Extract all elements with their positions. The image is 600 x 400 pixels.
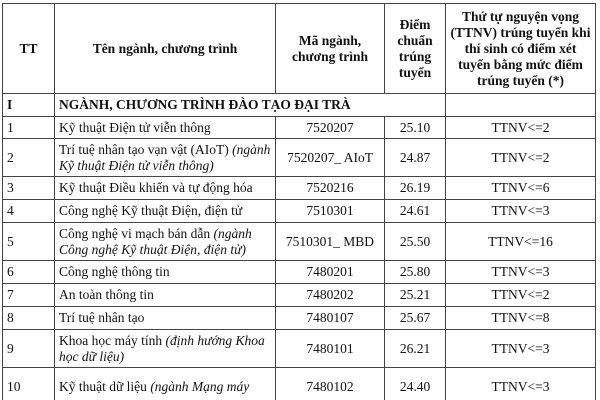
program-name: Trí tuệ nhân tạo vạn vật (AIoT) [59,141,229,157]
cutoff-score: 25.50 [385,223,446,261]
program-name: Công nghệ vi mạch bán dẫn [59,225,211,241]
header-score: Điểm chuẩn trúng tuyển [385,4,446,94]
program-code: 7480102 [276,368,385,400]
program-note: (định hướng Khoa học dữ liệu) [59,332,265,364]
program-name-cell [55,200,276,223]
header-name: Tên ngành, chương trình [55,4,276,94]
table-row [3,177,596,200]
row-number: 10 [3,368,55,400]
section-empty-cell [446,94,596,117]
cutoff-score: 25.80 [385,261,446,284]
ttnv-value: TTNV<=16 [446,223,596,261]
cutoff-score: 25.67 [385,307,446,330]
table-row [3,368,596,400]
row-number: 7 [3,284,55,307]
row-number: 8 [3,307,55,330]
program-name-cell [55,117,276,139]
program-code: 7480107 [276,307,385,330]
table-row [3,307,596,330]
row-number: 5 [3,223,55,261]
admission-score-table [2,3,596,400]
table-row [3,139,596,177]
program-name-cell [55,368,276,400]
table-row [3,223,596,261]
program-name-cell [55,261,276,284]
header-tt: TT [3,4,55,94]
program-code: 7480202 [276,284,385,307]
cutoff-score: 25.21 [385,284,446,307]
program-name-cell [55,284,276,307]
program-name: Trí tuệ nhân tạo [59,310,145,325]
section-row [3,94,596,117]
program-code: 7520216 [276,177,385,200]
table-header-row [3,4,596,94]
program-note: (ngành Kỹ thuật Điện tử viễn thông) [59,141,271,173]
table-row [3,200,596,223]
program-code: 7520207_ AIoT [276,139,385,177]
program-note: (ngành Công nghệ Kỹ thuật Điện, điện tử) [59,225,252,257]
program-name: Kỹ thuật Điện tử viễn thông [59,119,211,135]
row-number: 9 [3,330,55,368]
section-title: NGÀNH, CHƯƠNG TRÌNH ĐÀO TẠO ĐẠI TRÀ [55,94,446,117]
program-name-cell [55,330,276,368]
row-number: 4 [3,200,55,223]
row-number: 1 [3,117,55,139]
program-name-cell [55,307,276,330]
header-code: Mã ngành, chương trình [276,4,385,94]
cutoff-score: 26.21 [385,330,446,368]
program-name: Công nghệ thông tin [59,264,170,279]
ttnv-value: TTNV<=2 [446,284,596,307]
table-row [3,117,596,139]
program-name: Kỹ thuật dữ liệu [59,378,147,394]
ttnv-value: TTNV<=8 [446,307,596,330]
section-number: I [3,94,55,117]
program-name: Kỹ thuật Điều khiển và tự động hóa [59,180,253,195]
program-code: 7510301_ MBD [276,223,385,261]
program-code: 7520207 [276,117,385,139]
ttnv-value: TTNV<=2 [446,139,596,177]
cutoff-score: 25.10 [385,117,446,139]
ttnv-value: TTNV<=6 [446,177,596,200]
ttnv-value: TTNV<=3 [446,261,596,284]
table-row [3,330,596,368]
ttnv-value: TTNV<=3 [446,200,596,223]
program-name: Công nghệ Kỹ thuật Điện, điện tử [59,203,243,218]
cutoff-score: 26.19 [385,177,446,200]
table-row [3,284,596,307]
program-code: 7480201 [276,261,385,284]
program-note: (ngành Mạng máy [150,378,250,394]
ttnv-value: TTNV<=2 [446,117,596,139]
ttnv-value: TTNV<=3 [446,368,596,400]
program-code: 7510301 [276,200,385,223]
program-name-cell [55,139,276,177]
program-name-cell [55,223,276,261]
row-number: 6 [3,261,55,284]
cutoff-score: 24.61 [385,200,446,223]
header-ttnv: Thứ tự nguyện vọng (TTNV) trúng tuyển khi thí sinh có điểm xét tuyển bằng mức điểm trúng tuyển (*) [446,4,596,94]
program-name: Khoa học máy tính [59,332,163,348]
table-row [3,261,596,284]
row-number: 2 [3,139,55,177]
program-name: An toàn thông tin [59,287,154,302]
ttnv-value: TTNV<=3 [446,330,596,368]
program-code: 7480101 [276,330,385,368]
row-number: 3 [3,177,55,200]
program-name-cell [55,177,276,200]
cutoff-score: 24.40 [385,368,446,400]
cutoff-score: 24.87 [385,139,446,177]
